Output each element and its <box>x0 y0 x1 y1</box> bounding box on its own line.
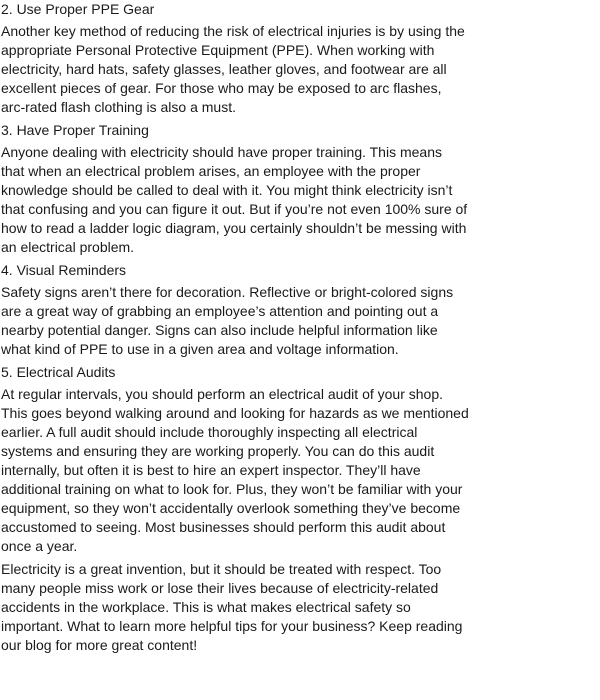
text-line: Safety signs aren’t there for decoration. Reflective or bright-colored signs <box>1 284 454 300</box>
text-line: Electricity is a great invention, but it should be treated with respect. Too <box>1 561 442 577</box>
text-line: systems and ensuring they are working properly. You can do this audit <box>1 443 435 459</box>
text-line: electricity, hard hats, safety glasses, leather gloves, and footwear are all <box>1 61 447 77</box>
text-line: At regular intervals, you should perform an electrical audit of your shop. <box>1 386 444 402</box>
text-line: equipment, so they won’t accidentally overlook something they’ve become <box>1 500 461 516</box>
text-line: accidents in the workplace. This is what makes electrical safety so <box>1 599 411 615</box>
section-paragraph <box>1 283 589 359</box>
text-line: earlier. A full audit should include thoroughly inspecting all electrical <box>1 424 418 440</box>
text-line: This goes beyond walking around and looking for hazards as we mentioned <box>1 405 469 421</box>
text-line: appropriate Personal Protective Equipment (PPE). When working with <box>1 42 435 58</box>
section-ppe <box>1 0 600 117</box>
section-training <box>1 121 600 257</box>
text-line: accustomed to seeing. Most businesses should perform this audit about <box>1 519 446 535</box>
text-line: are a great way of grabbing an employee’s attention and pointing out a <box>1 303 439 319</box>
text-line: our blog for more great content! <box>1 637 198 653</box>
text-line: once a year. <box>1 538 78 554</box>
section-paragraph <box>1 143 589 257</box>
section-heading: 4. Visual Reminders <box>1 262 127 278</box>
text-line: that confusing and you can figure it out. But if you’re not even 100% sure of <box>1 201 468 217</box>
text-line: Anyone dealing with electricity should have proper training. This means <box>1 144 442 160</box>
text-line: important. What to learn more helpful tips for your business? Keep reading <box>1 618 463 634</box>
text-line: nearby potential danger. Signs can also include helpful information like <box>1 322 438 338</box>
section-heading: 5. Electrical Audits <box>1 364 116 380</box>
text-line: many people miss work or lose their lives because of electricity-related <box>1 580 439 596</box>
text-line: an electrical problem. <box>1 239 135 255</box>
section-paragraph <box>1 22 589 117</box>
section-heading: 3. Have Proper Training <box>1 122 149 138</box>
section-heading: 2. Use Proper PPE Gear <box>1 1 155 17</box>
text-line: how to read a ladder logic diagram, you certainly shouldn’t be messing with <box>1 220 467 236</box>
text-line: additional training on what to look for. Plus, they won’t be familiar with your <box>1 481 463 497</box>
text-line: that when an electrical problem arises, an employee with the proper <box>1 163 421 179</box>
text-line: arc-rated flash clothing is also a must. <box>1 99 236 115</box>
section-paragraph <box>1 385 589 556</box>
text-line: what kind of PPE to use in a given area and voltage information. <box>1 341 399 357</box>
section-electrical-audits <box>1 363 600 556</box>
section-visual-reminders <box>1 261 600 359</box>
closing-paragraph <box>1 560 589 655</box>
text-line: internally, but often it is best to hire an expert inspector. They’ll have <box>1 462 421 478</box>
text-line: Another key method of reducing the risk of electrical injuries is by using the <box>1 23 465 39</box>
text-line: excellent pieces of gear. For those who may be exposed to arc flashes, <box>1 80 442 96</box>
text-line: knowledge should be called to deal with it. You might think electricity isn’t <box>1 182 453 198</box>
